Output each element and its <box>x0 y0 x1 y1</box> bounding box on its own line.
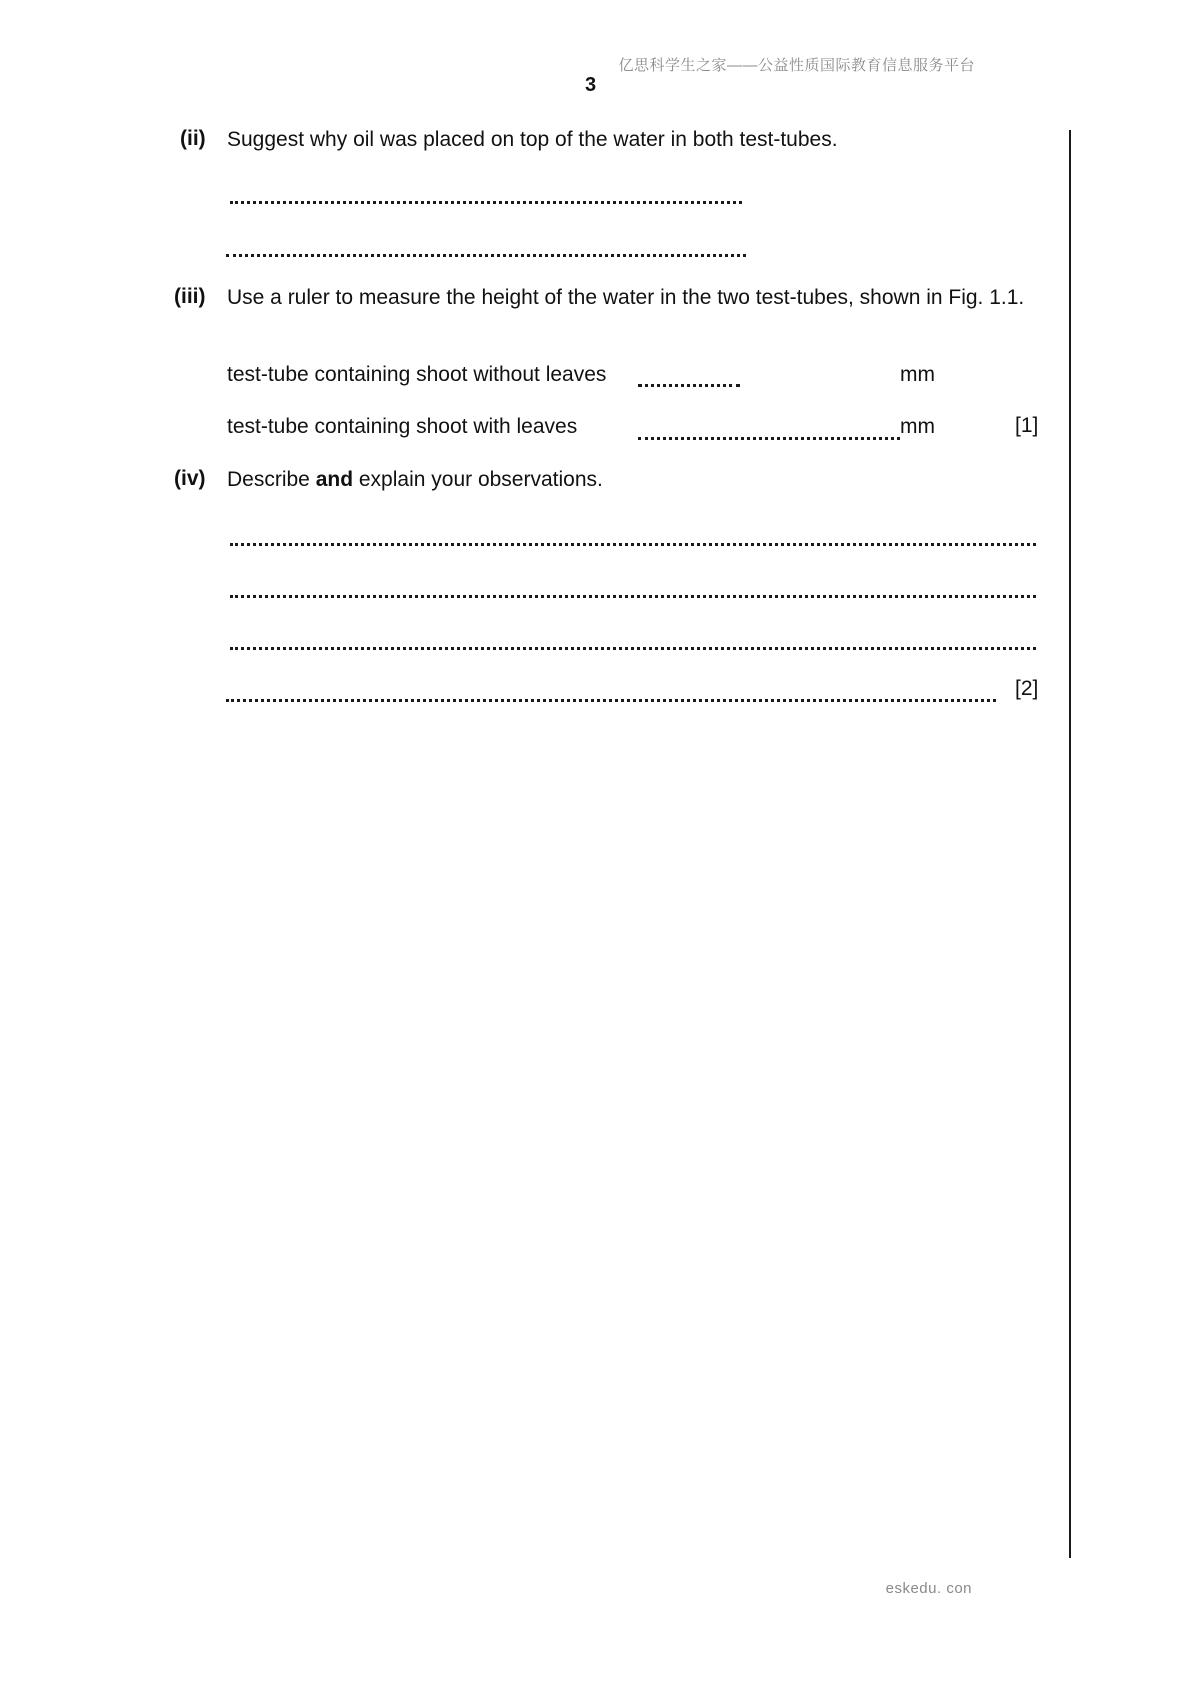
answer-line-iv-1[interactable] <box>230 543 1036 546</box>
question-iv-text-before: Describe <box>227 468 316 491</box>
measurement-input-with-leaves[interactable] <box>638 437 900 440</box>
header-watermark: 亿思科学生之家——公益性质国际教育信息服务平台 <box>618 57 975 74</box>
answer-line-iv-4[interactable] <box>226 699 996 702</box>
answer-line-ii-2[interactable] <box>226 254 746 257</box>
measurement-input-without-leaves[interactable] <box>638 384 740 387</box>
question-iv-label: (iv) <box>174 467 206 490</box>
row-shoot-with-leaves-label: test-tube containing shoot with leaves <box>227 415 578 438</box>
row-shoot-with-leaves-unit: mm <box>900 415 935 438</box>
question-iv-text-bold: and <box>315 468 354 491</box>
page-number: 3 <box>585 74 597 96</box>
question-iii-label: (iii) <box>174 285 206 308</box>
question-ii-label: (ii) <box>180 127 206 150</box>
margin-rule <box>1069 130 1071 1558</box>
answer-line-iv-2[interactable] <box>230 595 1036 598</box>
marks-iii: [1] <box>1015 414 1039 437</box>
question-ii-text: Suggest why oil was placed on top of the water in both test-tubes. <box>227 128 838 151</box>
answer-line-iv-3[interactable] <box>230 647 1036 650</box>
question-iii-text: Use a ruler to measure the height of the water in the two test-tubes, shown in Fig. 1.1. <box>227 286 1025 309</box>
footer-watermark: eskedu. con <box>885 1580 972 1597</box>
row-shoot-without-leaves-unit: mm <box>900 363 935 386</box>
question-iv-text <box>227 467 603 492</box>
row-shoot-without-leaves-label: test-tube containing shoot without leaves <box>227 363 607 386</box>
marks-iv: [2] <box>1015 677 1039 700</box>
question-iv-text-after: explain your observations. <box>353 468 603 491</box>
answer-line-ii-1[interactable] <box>230 201 742 204</box>
